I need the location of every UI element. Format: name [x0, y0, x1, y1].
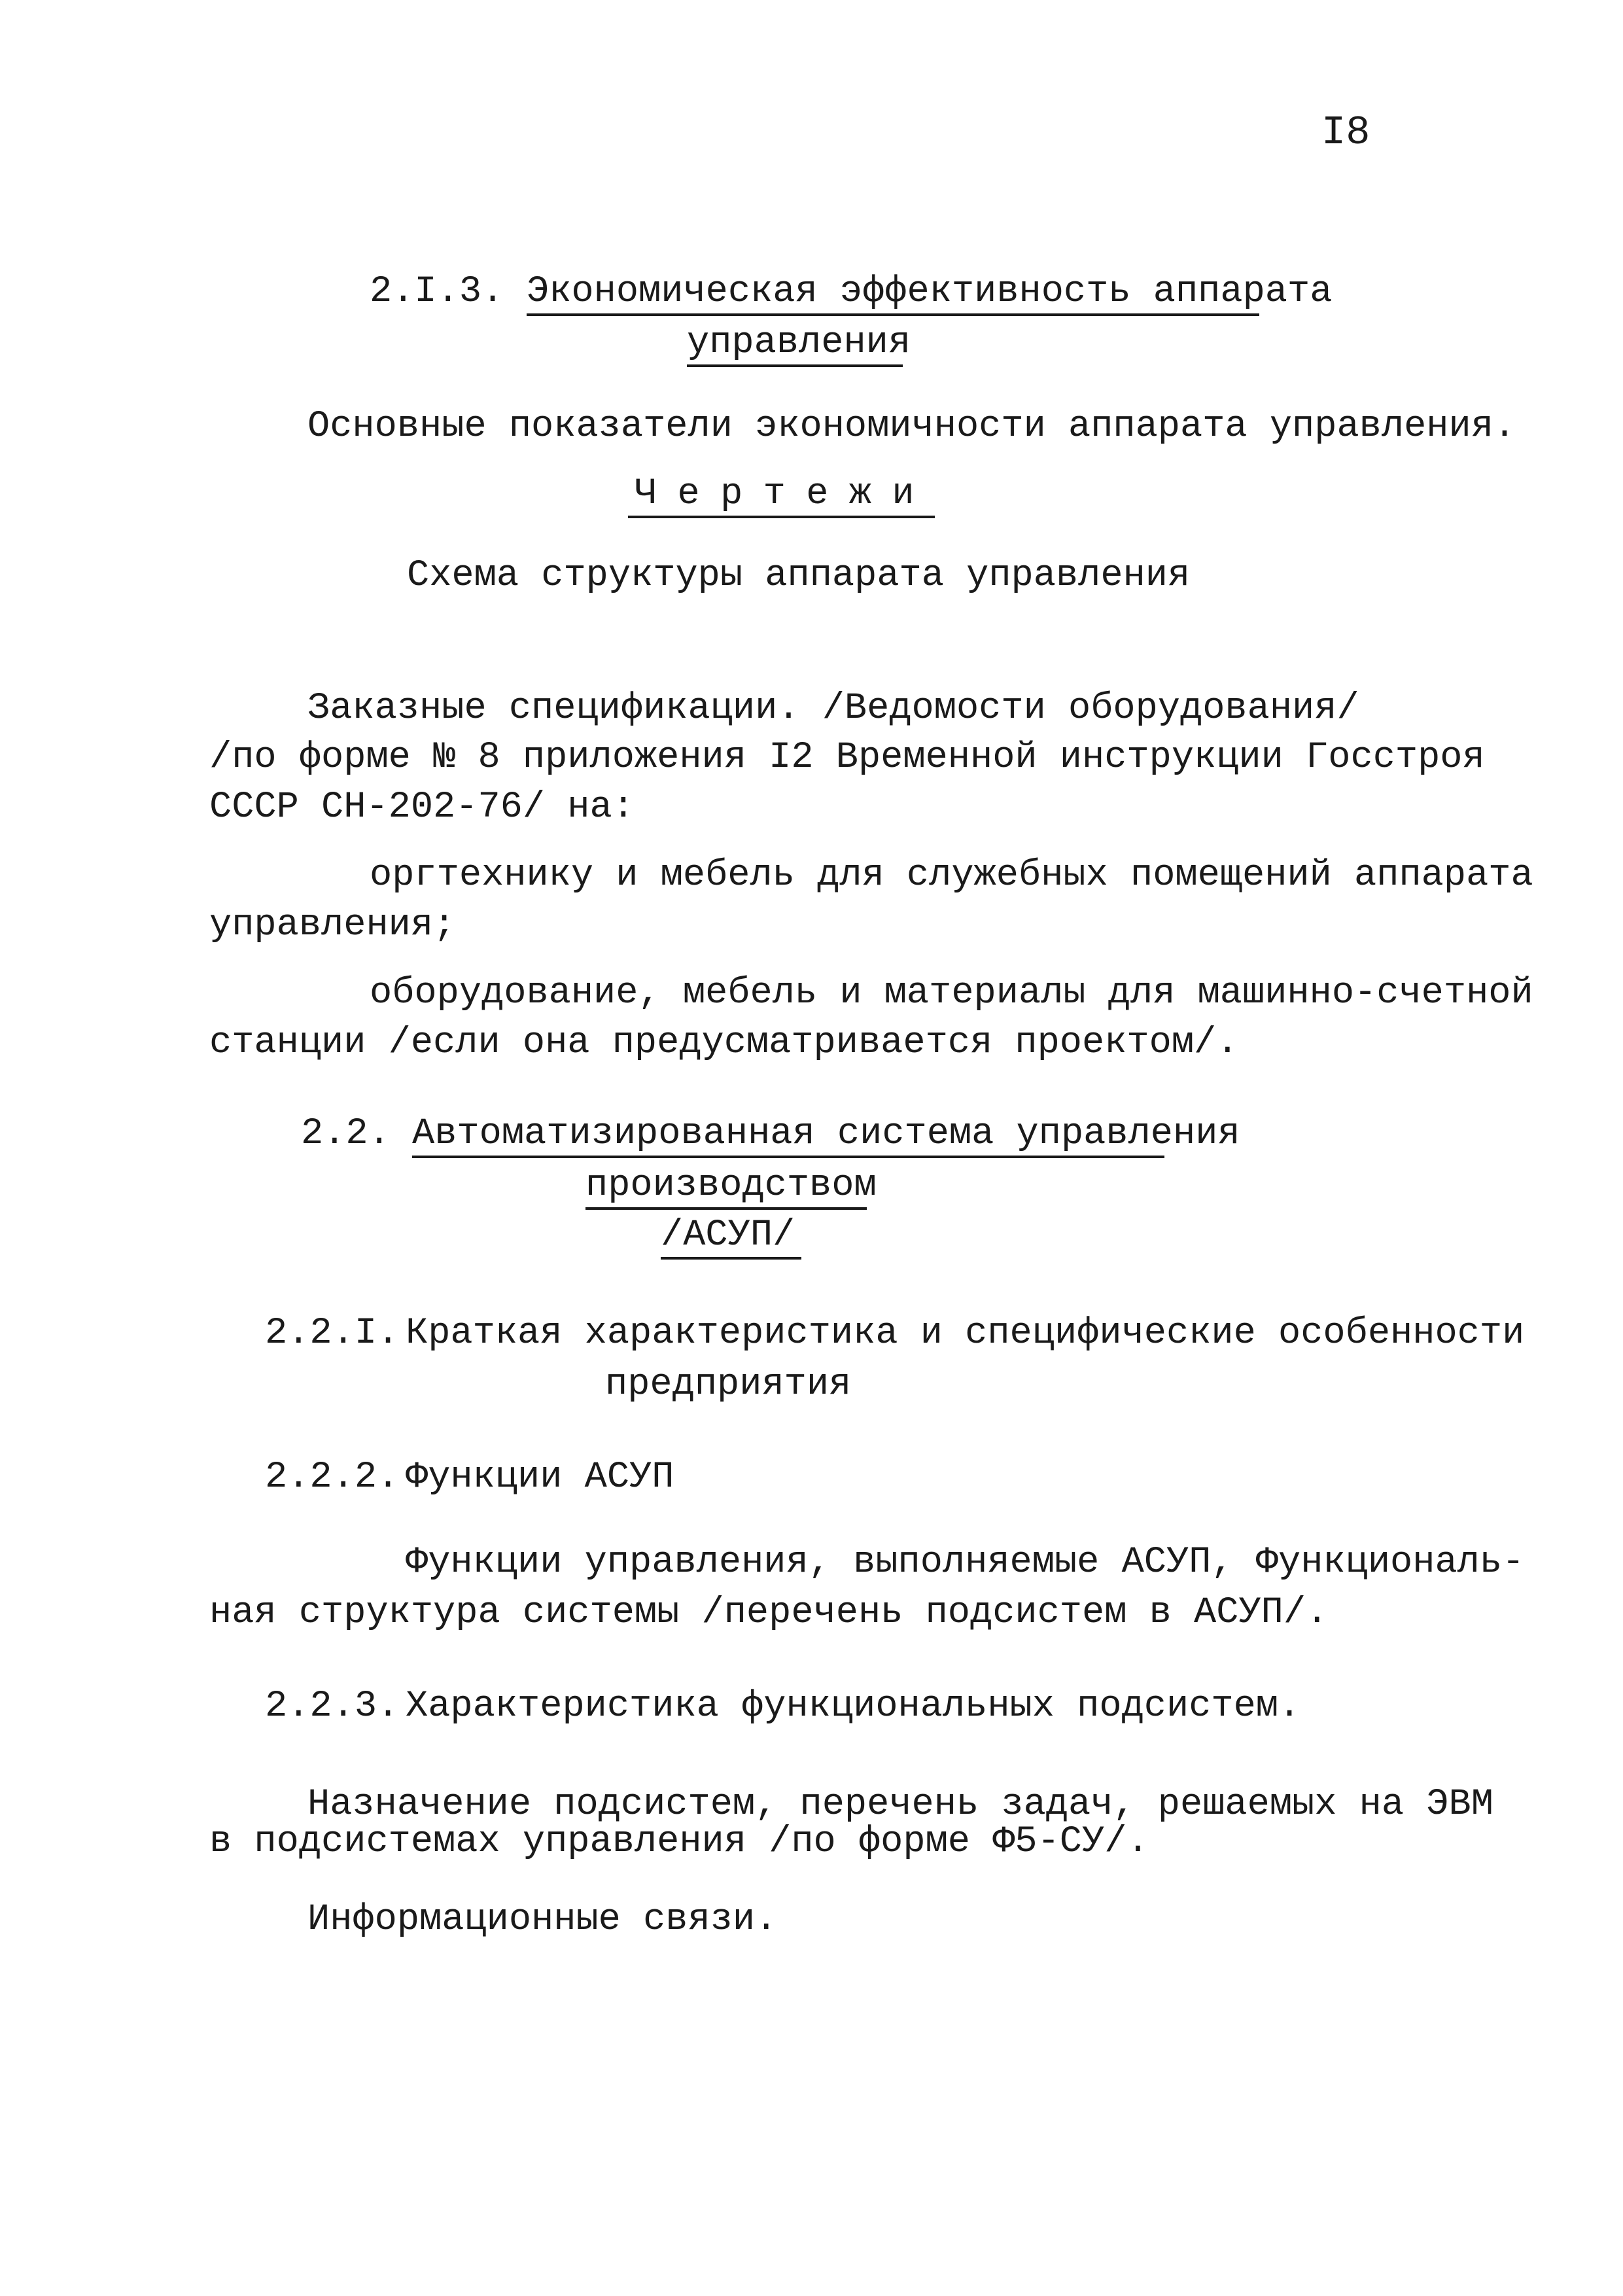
section-2-2-3-title: Характеристика функциональных подсистем. [406, 1686, 1301, 1727]
page-number: I8 [1321, 109, 1370, 156]
section-2-2-1-title-line1: Краткая характеристика и специфические особенности [406, 1313, 1525, 1354]
section-2-2-title-line1: Автоматизированная система управления [412, 1116, 1164, 1158]
section-2-2-title-line3: /АСУП/ [661, 1217, 801, 1260]
section-2-2-3-text-line2: в подсистемах управления /по форме Ф5-СУ/. [209, 1821, 1149, 1863]
section-2-1-3-text: Основные показатели экономичности аппарата управления. [307, 406, 1516, 448]
section-2-2-number: 2.2. [301, 1113, 391, 1155]
section-2-2-1-number: 2.2.I. [265, 1313, 400, 1354]
section-2-2-2-title: Функции АСУП [406, 1457, 674, 1498]
specs-item2-line1: оборудование, мебель и материалы для машинно-счетной [370, 972, 1533, 1014]
section-2-2-2-text-line1: Функции управления, выполняемые АСУП, Функциональ- [406, 1542, 1525, 1583]
specs-item1-line2: управления; [209, 904, 456, 946]
specs-line2: /по форме № 8 приложения I2 Временной инструкции Госстроя [209, 737, 1485, 779]
section-2-2-2-text-line2: ная структура системы /перечень подсистем в АСУП/. [209, 1592, 1329, 1634]
drawings-heading: Чертежи [628, 476, 935, 518]
section-2-2-3-text-line3: Информационные связи. [307, 1899, 778, 1941]
specs-line3: СССР СН-202-76/ на: [209, 786, 635, 828]
section-2-2-3-number: 2.2.3. [265, 1686, 400, 1727]
specs-item2-line2: станции /если она предусматривается проектом/. [209, 1022, 1239, 1064]
drawings-item: Схема структуры аппарата управления [407, 555, 1191, 597]
specs-line1: Заказные спецификации. /Ведомости оборудования/ [307, 688, 1359, 730]
section-2-2-1-title-line2: предприятия [605, 1364, 852, 1405]
section-2-2-3-text-line1: Назначение подсистем, перечень задач, решаемых на ЭВМ [307, 1784, 1493, 1826]
specs-item1-line1: оргтехнику и мебель для служебных помещений аппарата [370, 855, 1533, 896]
section-2-1-3-title-line1: Экономическая эффективность аппарата [527, 274, 1259, 316]
section-2-2-title-line2: производством [585, 1167, 867, 1210]
section-2-1-3-title-line2: управления [687, 325, 903, 367]
section-2-1-3-number: 2.I.3. [370, 271, 504, 313]
section-2-2-2-number: 2.2.2. [265, 1457, 400, 1498]
